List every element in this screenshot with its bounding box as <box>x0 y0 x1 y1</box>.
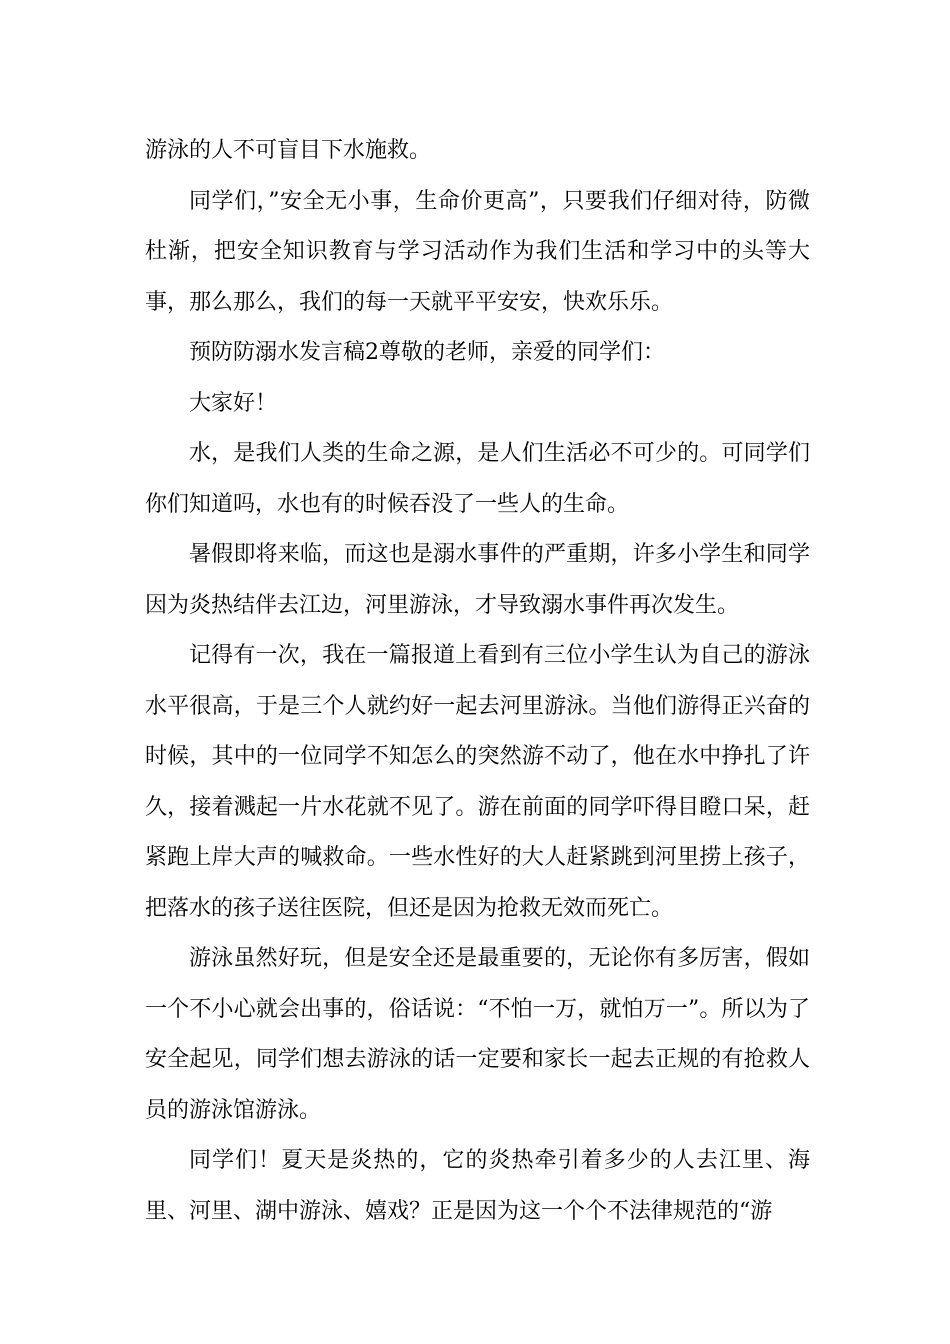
paragraph-9: 同学们！夏天是炎热的，它的炎热牵引着多少的人去江里、海里、河里、湖中游泳、嬉戏？正是因为这一个个不法律规范的“游 <box>145 1148 810 1224</box>
paragraph-5: 水，是我们人类的生命之源，是人们生活必不可少的。可同学们你们知道吗，水也有的时候吞没了一些人的生命。 <box>145 441 810 517</box>
document-body <box>145 126 810 1237</box>
paragraph-2: 同学们，”安全无小事，生命价更高”，只要我们仔细对待，防微杜渐，把安全知识教育与学习活动作为我们生活和学习中的头等大事，那么那么，我们的每一天就平平安安，快欢乐乐。 <box>145 188 810 315</box>
paragraph-8: 游泳虽然好玩，但是安全还是最重要的，无论你有多厉害，假如一个不小心就会出事的，俗话说：“不怕一万，就怕万一”。所以为了安全起见，同学们想去游泳的话一定要和家长一起去正规的有抢救人员的游泳馆游泳。 <box>145 946 810 1123</box>
paragraph-1: 游泳的人不可盲目下水施救。 <box>145 138 432 163</box>
paragraph-4: 大家好！ <box>189 390 278 416</box>
paragraph-6: 暑假即将来临，而这也是溺水事件的严重期，许多小学生和同学因为炎热结伴去江边，河里游泳，才导致溺水事件再次发生。 <box>145 542 810 618</box>
paragraph-3: 预防防溺水发言稿2尊敬的老师，亲爱的同学们： <box>189 340 665 365</box>
paragraph-7: 记得有一次，我在一篇报道上看到有三位小学生认为自己的游泳水平很高，于是三个人就约好一起去河里游泳。当他们游得正兴奋的时候，其中的一位同学不知怎么的突然游不动了，他在水中挣扎了许久，接着溅起一片水花就不见了。游在前面的同学吓得目瞪口呆，赶紧跑上岸大声的喊救命。一些水性好的大人赶紧跳到河里捞上孩子，把落水的孩子送往医院，但还是因为抢救无效而死亡。 <box>145 643 810 921</box>
